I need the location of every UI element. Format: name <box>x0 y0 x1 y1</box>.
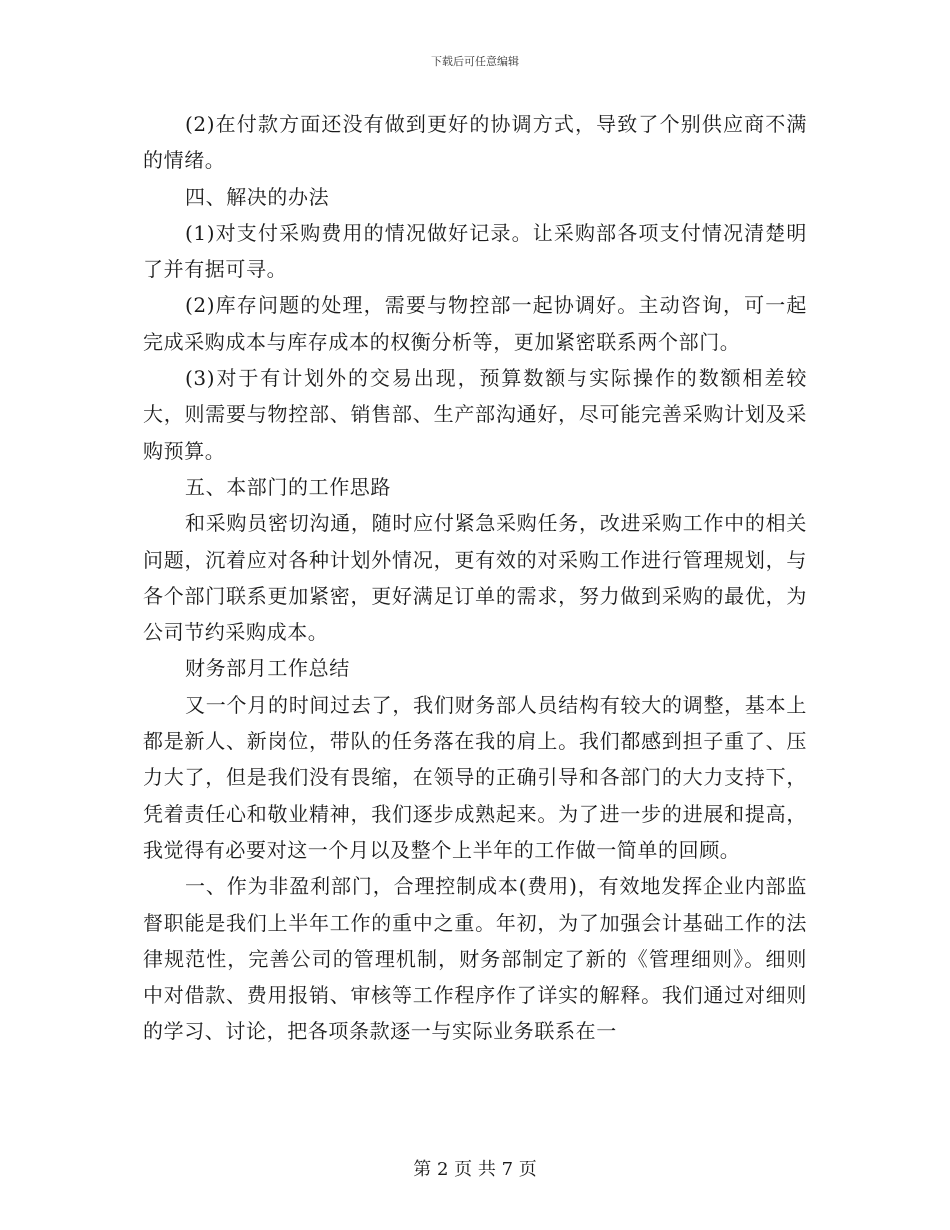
heading-work-plan: 五、本部门的工作思路 <box>185 474 391 499</box>
paragraph-solution-2: (2)库存问题的处理，需要与物控部一起协调好。主动咨询，可一起完成采购成本与库存成本的权衡分析等，更加紧密联系两个部门。 <box>143 293 807 354</box>
paragraph-work-plan: 和采购员密切沟通，随时应付紧急采购任务，改进采购工作中的相关问题，沉着应对各种计划外情况，更有效的对采购工作进行管理规划，与各个部门联系更加紧密，更好满足订单的需求，努力做到采购的最优，为公司节约采购成本。 <box>143 511 807 645</box>
page-header: 下载后可任意编辑 <box>431 55 519 68</box>
page-number: 第 2 页 共 7 页 <box>413 1159 537 1180</box>
paragraph-solution-3: (3)对于有计划外的交易出现，预算数额与实际操作的数额相差较大，则需要与物控部、销售部、生产部沟通好，尽可能完善采购计划及采购预算。 <box>143 366 807 463</box>
paragraph-cost-control: 一、作为非盈利部门，合理控制成本(费用)，有效地发挥企业内部监督职能是我们上半年工作的重中之重。年初，为了加强会计基础工作的法律规范性，完善公司的管理机制，财务部制定了新的《管理细则》。细则中对借款、费用报销、审核等工作程序作了详实的解释。我们通过对细则的学习、讨论，把各项条款逐一与实际业务联系在一 <box>143 874 807 1044</box>
paragraph-solution-1: (1)对支付采购费用的情况做好记录。让采购部各项支付情况清楚明了并有据可寻。 <box>143 220 807 282</box>
document-body <box>143 106 807 1050</box>
paragraph-finance-intro: 又一个月的时间过去了，我们财务部人员结构有较大的调整，基本上都是新人、新岗位，带队的任务落在我的肩上。我们都感到担子重了、压力大了，但是我们没有畏缩，在领导的正确引导和各部门的大力支持下，凭着责任心和敬业精神，我们逐步成熟起来。为了进一步的进展和提高，我觉得有必要对这一个月以及整个上半年的工作做一简单的回顾。 <box>143 692 807 862</box>
paragraph-payment-issue: (2)在付款方面还没有做到更好的协调方式，导致了个别供应商不满的情绪。 <box>143 112 807 173</box>
heading-solutions: 四、解决的办法 <box>185 184 330 209</box>
heading-finance-summary: 财务部月工作总结 <box>185 656 350 681</box>
